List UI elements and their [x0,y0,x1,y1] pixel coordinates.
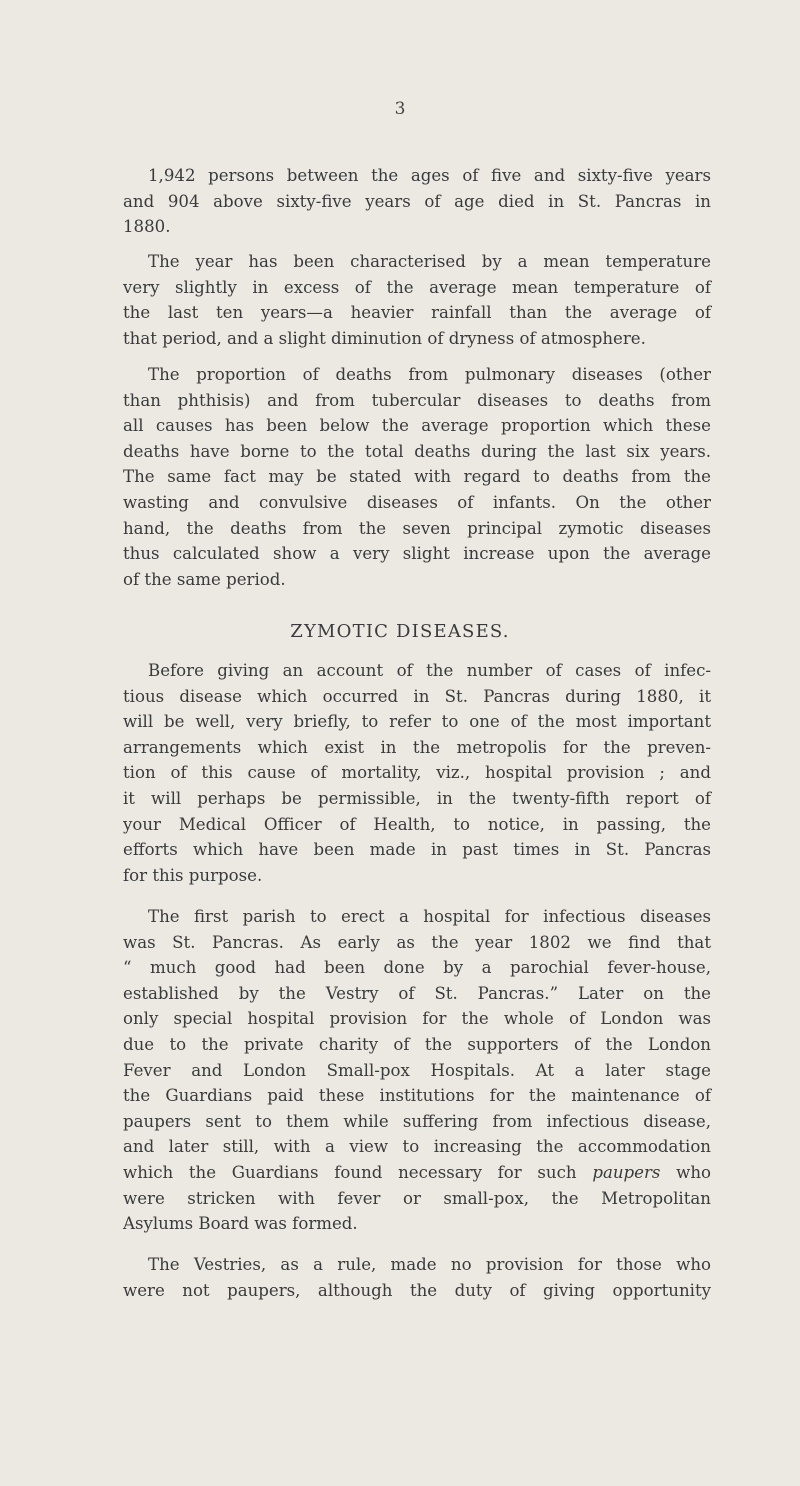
paragraph-pulmonary-deaths [123,362,711,592]
text-line: Asylums Board was formed. [123,1214,358,1234]
text-line: The year has been characterised by a mean temperature [148,252,711,271]
text-line: paupers sent to them while suffering from infectious disease, [123,1111,711,1131]
text-line: it will perhaps be permissible, in the twenty-fifth report of [123,788,711,808]
text-line: due to the private charity of the supporters of the London [123,1034,711,1054]
text-line: the Guardians paid these institutions for the maintenance of [123,1086,711,1106]
text-line: arrangements which exist in the metropolis for the preven- [123,737,711,757]
text-line: 1,942 persons between the ages of five and sixty-five years [148,166,711,185]
text-line: tion of this cause of mortality, viz., hospital provision ; and [123,763,711,783]
text-line: of the same period. [123,569,286,589]
text-line: very slightly in excess of the average mean temperature of [123,277,711,297]
text-line: and later still, with a view to increasing the accommodation [123,1137,711,1157]
text-line: than phthisis) and from tubercular diseases to deaths from [123,390,711,410]
italic-word: paupers [592,1162,661,1182]
text-line: “ much good had been done by a parochial fever-house, [123,958,711,978]
text-line: only special hospital provision for the whole of London was [123,1009,711,1029]
text-line: 1880. [123,217,171,237]
paragraph-vestries [123,1252,711,1303]
text-line: Before giving an account of the number of cases of infec- [148,661,711,680]
text-line: the last ten years—a heavier rainfall than the average of [123,303,711,323]
text-line: The Vestries, as a rule, made no provision for those who [148,1255,711,1274]
text-line-with-italic [123,1160,711,1186]
text-line: all causes has been below the average proportion which these [123,416,711,436]
paragraph-first-parish [123,904,711,1237]
text-line: tious disease which occurred in St. Pancras during 1880, it [123,686,711,706]
text-line: deaths have borne to the total deaths during the last six years. [123,441,711,461]
text-line: established by the Vestry of St. Pancras.” Later on the [123,983,711,1003]
text-segment: who [660,1162,712,1182]
text-line: efforts which have been made in past times in St. Pancras [123,840,711,860]
section-heading: ZYMOTIC DISEASES. [290,621,510,642]
text-line: will be well, very briefly, to refer to one of the most important [123,712,711,732]
text-line: were stricken with fever or small-pox, the Metropolitan [123,1188,711,1208]
text-line: wasting and convulsive diseases of infants. On the other [123,492,711,512]
text-line: The first parish to erect a hospital for infectious diseases [148,907,711,926]
text-line: The proportion of deaths from pulmonary diseases (other [148,365,711,384]
text-line: that period, and a slight diminution of dryness of atmosphere. [123,328,646,348]
paragraph-hospital-provision [123,658,711,888]
paragraph-temperature [123,249,711,351]
text-line: hand, the deaths from the seven principal zymotic diseases [123,518,711,538]
text-line: The same fact may be stated with regard to deaths from the [123,467,711,487]
text-line: Fever and London Small-pox Hospitals. At a later stage [123,1060,711,1080]
text-segment: which the Guardians found necessary for such [123,1162,577,1182]
page-number: 3 [394,99,406,119]
text-line: for this purpose. [123,865,263,885]
paragraph-deaths-by-age [123,163,711,240]
text-line: your Medical Officer of Health, to notice, in passing, the [123,814,711,834]
text-line: were not paupers, although the duty of giving opportunity [123,1280,711,1300]
text-line: was St. Pancras. As early as the year 1802 we find that [123,932,711,952]
text-line: and 904 above sixty-five years of age died in St. Pancras in [123,191,711,211]
text-line: thus calculated show a very slight increase upon the average [123,544,711,564]
